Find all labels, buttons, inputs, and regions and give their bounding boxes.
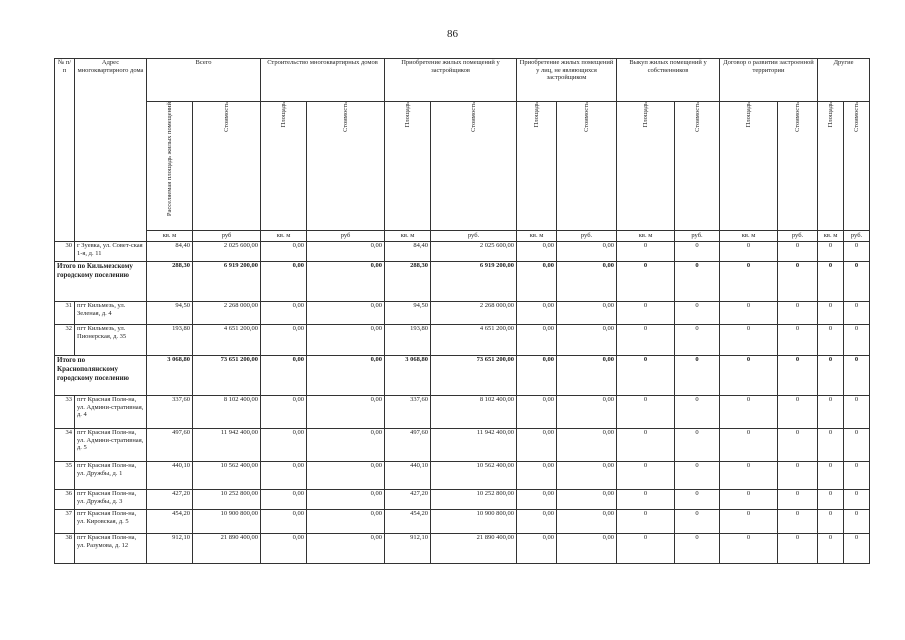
address-cell: пгт Красная Поля-на, ул. Разумова, д. 12 (75, 534, 147, 564)
unit-cell: руб (307, 231, 385, 242)
value-cell: 0 (617, 462, 675, 490)
value-cell: 0 (675, 462, 720, 490)
value-cell: 0 (778, 242, 818, 262)
group-header-developers: Приобретение жилых помещений у застройщиков (385, 59, 517, 102)
value-cell: 0 (778, 534, 818, 564)
value-cell: 0 (675, 534, 720, 564)
table-row (55, 325, 870, 356)
total-row (55, 262, 870, 302)
unit-cell: кв. м (517, 231, 557, 242)
value-cell: 0 (844, 510, 870, 534)
value-cell: 0 (617, 510, 675, 534)
value-cell: 337,60 (385, 396, 431, 429)
group-header-buyout: Выкуп жилых помещений у собственников (617, 59, 720, 102)
value-cell: 0,00 (557, 462, 617, 490)
value-cell: 912,10 (147, 534, 193, 564)
value-cell: 8 102 400,00 (431, 396, 517, 429)
value-cell: 0 (844, 325, 870, 356)
value-cell: 6 919 200,00 (193, 262, 261, 302)
value-cell: 73 651 200,00 (431, 356, 517, 396)
value-cell: 0 (675, 510, 720, 534)
unit-cell: руб. (675, 231, 720, 242)
value-cell: 2 268 000,00 (431, 302, 517, 325)
address-cell: пгт Красная Поля-на, ул. Админи-стративная, д. 5 (75, 429, 147, 462)
value-cell: 0 (818, 510, 844, 534)
value-cell: 0 (617, 325, 675, 356)
value-cell: 912,10 (385, 534, 431, 564)
unit-cell: кв. м (385, 231, 431, 242)
value-cell: 0 (675, 396, 720, 429)
unit-cell: кв. м (261, 231, 307, 242)
subheader-cell: Стоимость (193, 102, 261, 231)
value-cell: 0,00 (517, 429, 557, 462)
value-cell: 0 (844, 490, 870, 510)
row-number: 35 (55, 462, 75, 490)
value-cell: 0 (844, 429, 870, 462)
value-cell: 0 (675, 242, 720, 262)
value-cell: 0,00 (517, 510, 557, 534)
subheader-cell: Стоимость (307, 102, 385, 231)
value-cell: 0 (818, 396, 844, 429)
value-cell: 440,10 (147, 462, 193, 490)
table-row (55, 510, 870, 534)
subheader-cell: Площадь (818, 102, 844, 231)
value-cell: 0 (617, 242, 675, 262)
value-cell: 0 (818, 534, 844, 564)
value-cell: 0,00 (307, 262, 385, 302)
value-cell: 0 (617, 356, 675, 396)
value-cell: 0,00 (307, 356, 385, 396)
address-cell: пгт Кильмезь, ул. Зеленая, д. 4 (75, 302, 147, 325)
address-cell: пгт Кильмезь, ул. Пионерская, д. 35 (75, 325, 147, 356)
value-cell: 10 900 800,00 (193, 510, 261, 534)
value-cell: 0 (675, 429, 720, 462)
value-cell: 0 (675, 490, 720, 510)
value-cell: 0 (818, 429, 844, 462)
table-row (55, 490, 870, 510)
table-row (55, 429, 870, 462)
row-number: 31 (55, 302, 75, 325)
value-cell: 0 (720, 325, 778, 356)
value-cell: 0,00 (261, 490, 307, 510)
value-cell: 0 (675, 325, 720, 356)
value-cell: 0 (778, 510, 818, 534)
value-cell: 0,00 (261, 262, 307, 302)
value-cell: 0,00 (307, 490, 385, 510)
value-cell: 0 (720, 396, 778, 429)
col-no-header: № п/п (55, 59, 75, 242)
value-cell: 0,00 (261, 534, 307, 564)
unit-cell: руб. (557, 231, 617, 242)
value-cell: 0,00 (557, 396, 617, 429)
unit-cell: кв. м (617, 231, 675, 242)
col-address-header: Адрес многоквартирного дома (75, 59, 147, 242)
value-cell: 0 (844, 356, 870, 396)
value-cell: 0,00 (557, 325, 617, 356)
value-cell: 0 (844, 302, 870, 325)
value-cell: 0,00 (307, 396, 385, 429)
unit-cell: руб (193, 231, 261, 242)
value-cell: 0,00 (517, 262, 557, 302)
value-cell: 0,00 (261, 510, 307, 534)
value-cell: 0 (617, 262, 675, 302)
value-cell: 0 (778, 429, 818, 462)
value-cell: 0,00 (307, 510, 385, 534)
value-cell: 0 (617, 396, 675, 429)
value-cell: 0,00 (307, 302, 385, 325)
value-cell: 0 (818, 462, 844, 490)
value-cell: 0,00 (557, 429, 617, 462)
value-cell: 3 068,80 (385, 356, 431, 396)
value-cell: 94,50 (385, 302, 431, 325)
value-cell: 0 (617, 534, 675, 564)
value-cell: 0 (617, 302, 675, 325)
value-cell: 11 942 400,00 (193, 429, 261, 462)
unit-cell: руб. (778, 231, 818, 242)
value-cell: 0 (778, 462, 818, 490)
value-cell: 0,00 (557, 242, 617, 262)
value-cell: 0 (720, 356, 778, 396)
row-number: 36 (55, 490, 75, 510)
value-cell: 0,00 (307, 242, 385, 262)
value-cell: 21 890 400,00 (193, 534, 261, 564)
group-header-total: Всего (147, 59, 261, 102)
value-cell: 84,40 (147, 242, 193, 262)
total-label: Итого по Краснополянскому городскому поселению (55, 356, 147, 396)
value-cell: 193,80 (147, 325, 193, 356)
value-cell: 0,00 (517, 325, 557, 356)
total-row (55, 356, 870, 396)
value-cell: 0,00 (517, 242, 557, 262)
table-row (55, 242, 870, 262)
row-number: 34 (55, 429, 75, 462)
unit-cell: кв. м (147, 231, 193, 242)
value-cell: 8 102 400,00 (193, 396, 261, 429)
value-cell: 288,30 (385, 262, 431, 302)
value-cell: 440,10 (385, 462, 431, 490)
unit-cell: руб. (431, 231, 517, 242)
value-cell: 0,00 (307, 462, 385, 490)
group-header-construction: Строительство многоквартирных домов (261, 59, 385, 102)
value-cell: 2 025 600,00 (193, 242, 261, 262)
value-cell: 0 (720, 490, 778, 510)
subheader-cell: Площадь (517, 102, 557, 231)
value-cell: 0,00 (261, 302, 307, 325)
page-number: 86 (447, 28, 458, 40)
total-label: Итого по Кильмезскому городскому поселению (55, 262, 147, 302)
value-cell: 0,00 (261, 462, 307, 490)
value-cell: 0 (778, 490, 818, 510)
value-cell: 0 (720, 242, 778, 262)
row-number: 38 (55, 534, 75, 564)
address-cell: г Зуевка, ул. Совет-ская 1-я, д. 11 (75, 242, 147, 262)
value-cell: 0,00 (517, 462, 557, 490)
value-cell: 4 651 200,00 (193, 325, 261, 356)
value-cell: 427,20 (385, 490, 431, 510)
table-row (55, 396, 870, 429)
subheader-cell: Стоимость (844, 102, 870, 231)
value-cell: 0,00 (557, 356, 617, 396)
subheader-cell: Площадь (720, 102, 778, 231)
value-cell: 0,00 (557, 510, 617, 534)
subheader-cell: Расселяемая площадь жилых помещений (147, 102, 193, 231)
resettlement-table (54, 58, 870, 564)
value-cell: 6 919 200,00 (431, 262, 517, 302)
value-cell: 454,20 (385, 510, 431, 534)
value-cell: 0,00 (517, 356, 557, 396)
value-cell: 94,50 (147, 302, 193, 325)
value-cell: 497,60 (147, 429, 193, 462)
value-cell: 2 268 000,00 (193, 302, 261, 325)
value-cell: 0 (844, 262, 870, 302)
value-cell: 10 562 400,00 (431, 462, 517, 490)
group-header-row (55, 59, 870, 102)
value-cell: 0,00 (517, 396, 557, 429)
value-cell: 84,40 (385, 242, 431, 262)
value-cell: 0,00 (261, 429, 307, 462)
row-number: 33 (55, 396, 75, 429)
value-cell: 0 (778, 396, 818, 429)
value-cell: 0 (617, 490, 675, 510)
value-cell: 0 (675, 302, 720, 325)
value-cell: 0 (818, 490, 844, 510)
value-cell: 73 651 200,00 (193, 356, 261, 396)
table-row (55, 302, 870, 325)
value-cell: 4 651 200,00 (431, 325, 517, 356)
value-cell: 454,20 (147, 510, 193, 534)
value-cell: 288,30 (147, 262, 193, 302)
subheader-cell: Площадь (261, 102, 307, 231)
table-row (55, 534, 870, 564)
value-cell: 0 (818, 262, 844, 302)
subheader-cell: Площадь (617, 102, 675, 231)
value-cell: 21 890 400,00 (431, 534, 517, 564)
value-cell: 0 (818, 325, 844, 356)
group-header-other: Другие (818, 59, 870, 102)
unit-cell: руб. (844, 231, 870, 242)
row-number: 37 (55, 510, 75, 534)
value-cell: 0 (617, 429, 675, 462)
value-cell: 2 025 600,00 (431, 242, 517, 262)
value-cell: 0 (720, 262, 778, 302)
value-cell: 0 (844, 396, 870, 429)
unit-cell: кв. м (720, 231, 778, 242)
value-cell: 0,00 (517, 302, 557, 325)
value-cell: 10 900 800,00 (431, 510, 517, 534)
value-cell: 0 (720, 510, 778, 534)
subheader-cell: Стоимость (431, 102, 517, 231)
value-cell: 0 (675, 262, 720, 302)
table-body (55, 242, 870, 564)
value-cell: 10 252 800,00 (193, 490, 261, 510)
value-cell: 10 562 400,00 (193, 462, 261, 490)
value-cell: 0,00 (557, 534, 617, 564)
value-cell: 0,00 (307, 534, 385, 564)
value-cell: 0,00 (307, 429, 385, 462)
unit-cell: кв. м (818, 231, 844, 242)
value-cell: 0 (778, 325, 818, 356)
value-cell: 0 (818, 302, 844, 325)
row-number: 30 (55, 242, 75, 262)
subheader-cell: Стоимость (675, 102, 720, 231)
value-cell: 0 (720, 534, 778, 564)
value-cell: 0 (818, 356, 844, 396)
address-cell: пгт Красная Поля-на, ул. Админи-стративная, д. 4 (75, 396, 147, 429)
value-cell: 497,60 (385, 429, 431, 462)
table-row (55, 462, 870, 490)
value-cell: 0,00 (261, 356, 307, 396)
value-cell: 193,80 (385, 325, 431, 356)
value-cell: 0 (844, 242, 870, 262)
value-cell: 0,00 (557, 262, 617, 302)
value-cell: 0 (844, 534, 870, 564)
address-cell: пгт Красная Поля-на, ул. Дружбы, д. 3 (75, 490, 147, 510)
value-cell: 0 (778, 356, 818, 396)
subheader-row (55, 102, 870, 231)
units-row (55, 231, 870, 242)
value-cell: 0 (720, 462, 778, 490)
value-cell: 0 (844, 462, 870, 490)
value-cell: 0 (720, 429, 778, 462)
value-cell: 0 (675, 356, 720, 396)
subheader-cell: Площадь (385, 102, 431, 231)
value-cell: 0,00 (557, 302, 617, 325)
value-cell: 0 (818, 242, 844, 262)
group-header-non-developers: Приобретение жилых помещений у лиц, не являющихся застройщиком (517, 59, 617, 102)
value-cell: 0 (720, 302, 778, 325)
value-cell: 0,00 (261, 396, 307, 429)
value-cell: 427,20 (147, 490, 193, 510)
address-cell: пгт Красная Поля-на, ул. Дружбы, д. 1 (75, 462, 147, 490)
value-cell: 3 068,80 (147, 356, 193, 396)
value-cell: 0,00 (517, 490, 557, 510)
row-number: 32 (55, 325, 75, 356)
value-cell: 0,00 (261, 325, 307, 356)
value-cell: 10 252 800,00 (431, 490, 517, 510)
value-cell: 0,00 (261, 242, 307, 262)
subheader-cell: Стоимость (778, 102, 818, 231)
value-cell: 0,00 (307, 325, 385, 356)
value-cell: 0,00 (517, 534, 557, 564)
value-cell: 0 (778, 302, 818, 325)
value-cell: 337,60 (147, 396, 193, 429)
value-cell: 0,00 (557, 490, 617, 510)
subheader-cell: Стоимость (557, 102, 617, 231)
value-cell: 0 (778, 262, 818, 302)
group-header-territory: Договор о развитии застроенной территории (720, 59, 818, 102)
address-cell: пгт Красная Поля-на, ул. Кировская, д. 5 (75, 510, 147, 534)
value-cell: 11 942 400,00 (431, 429, 517, 462)
